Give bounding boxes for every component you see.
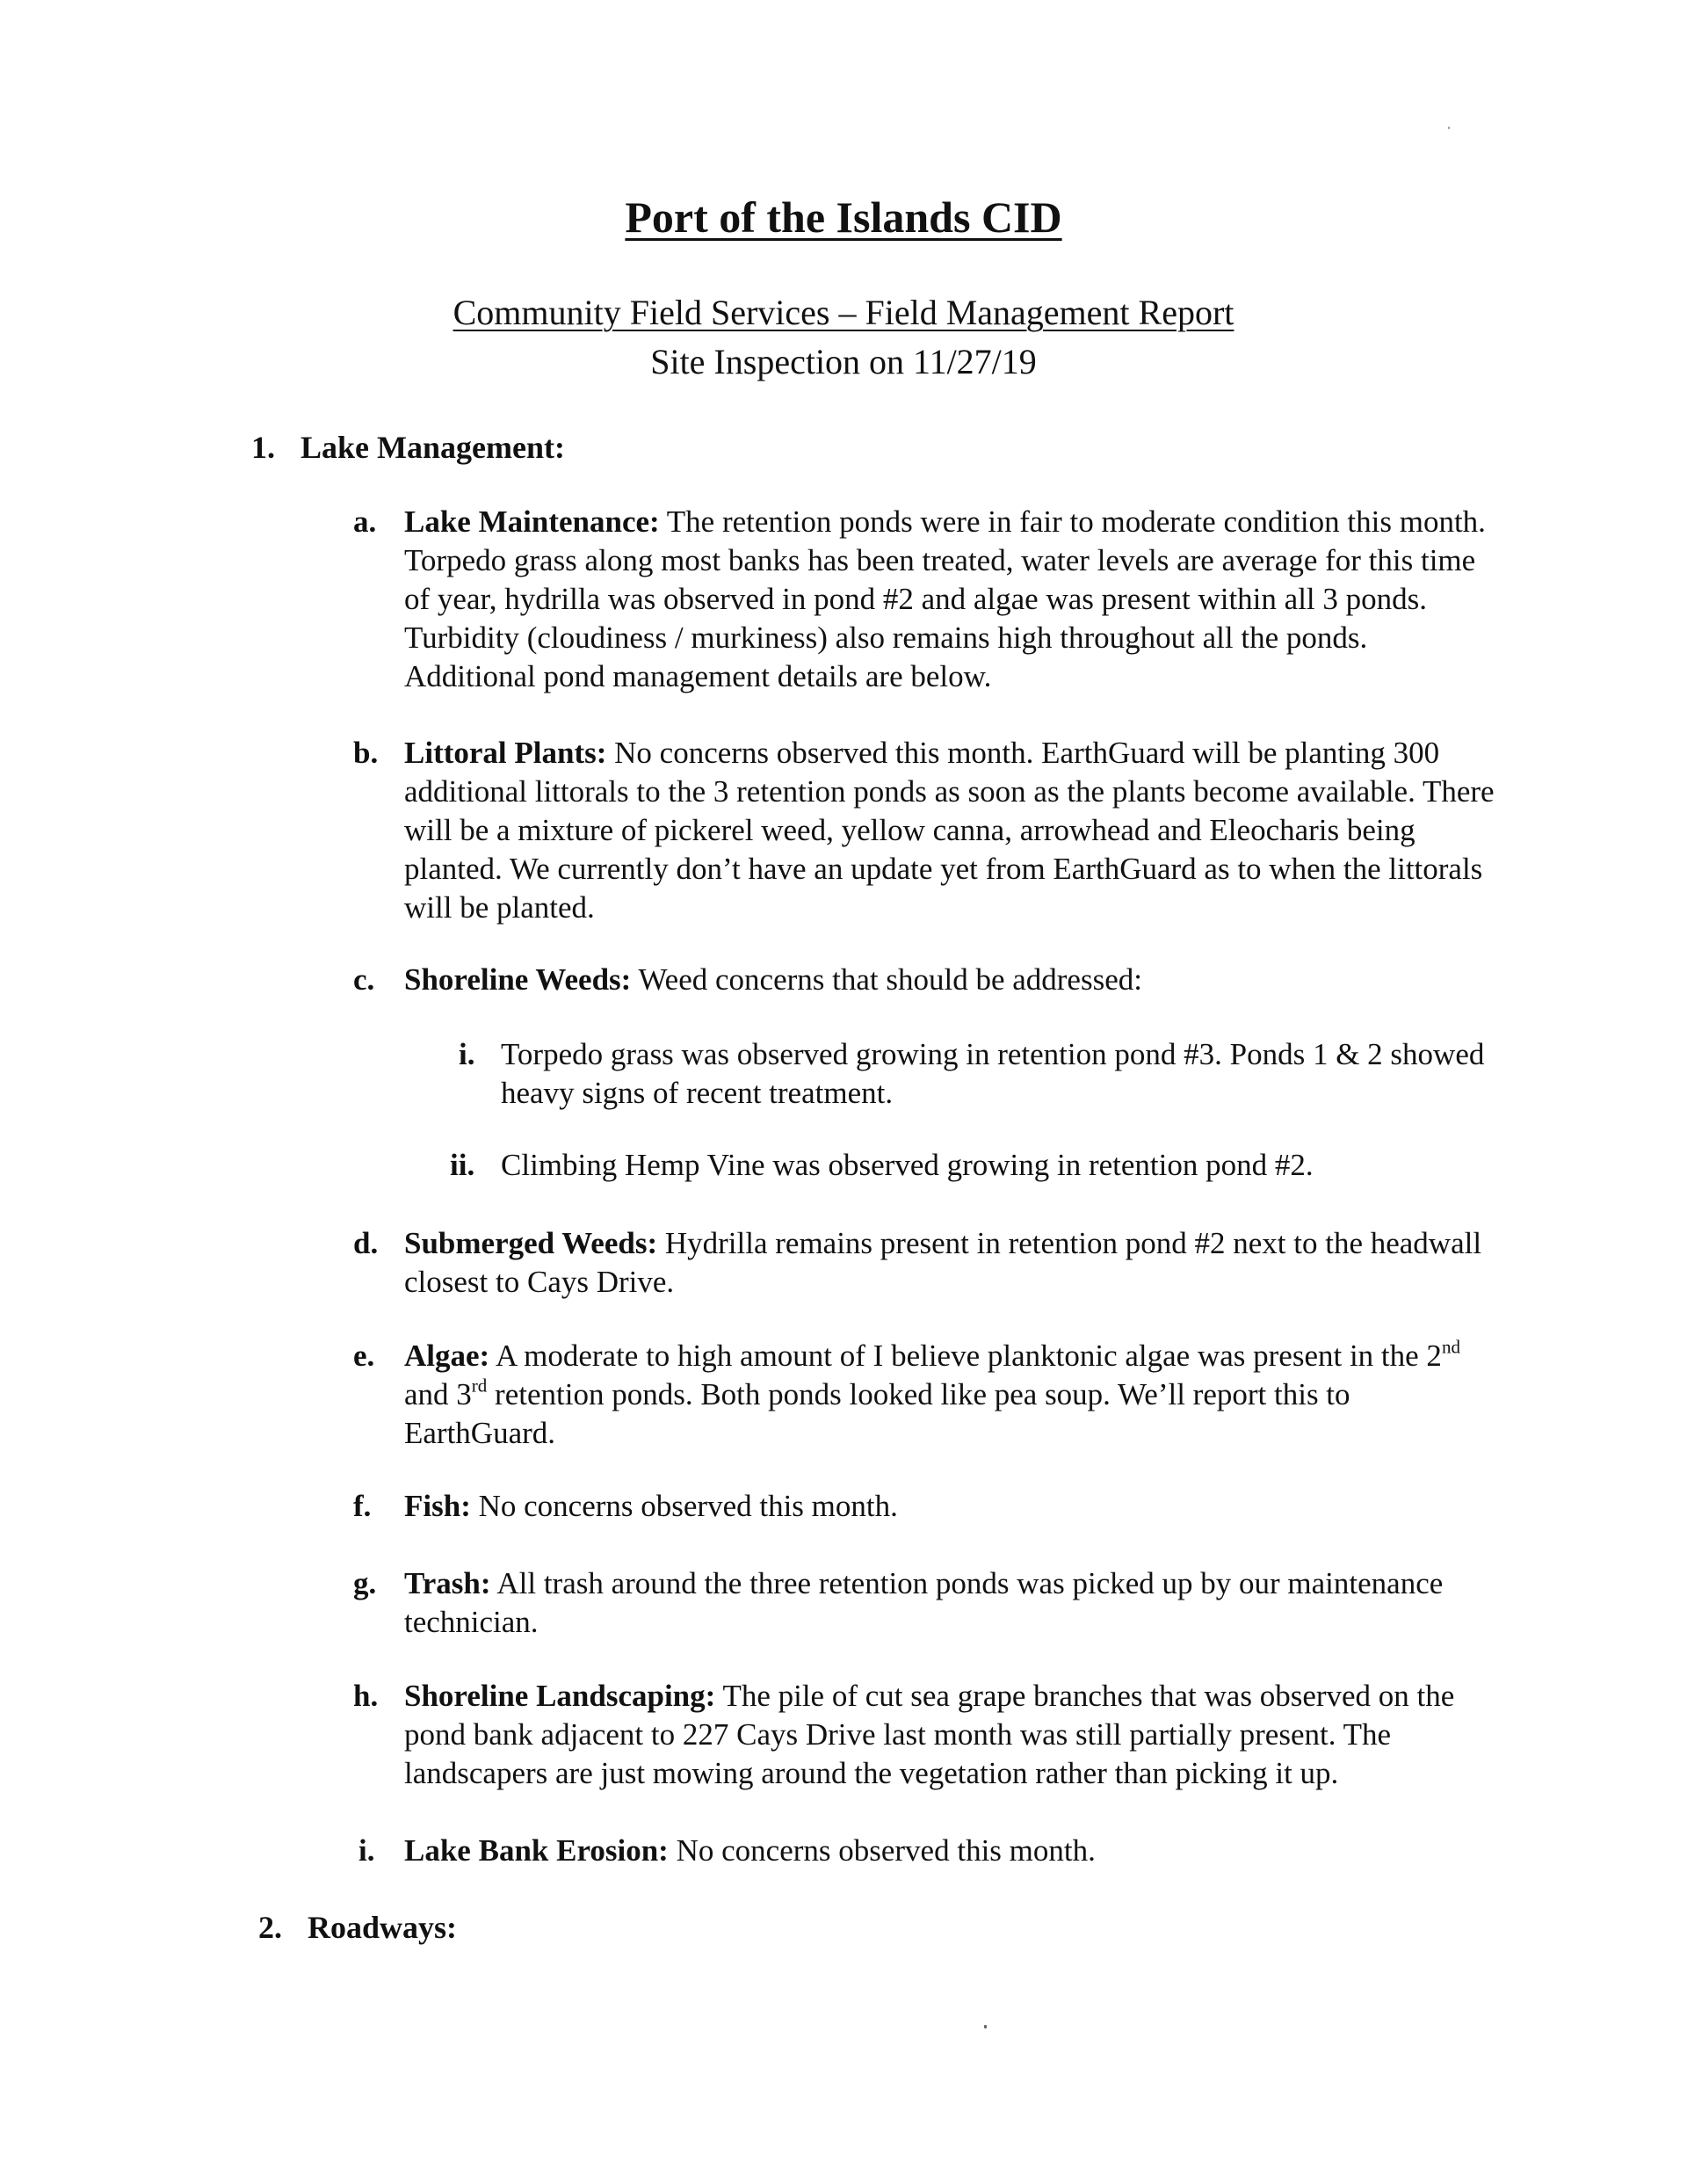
item-marker: c. <box>353 962 375 997</box>
item-marker: d. <box>353 1226 379 1260</box>
item-marker: h. <box>353 1679 379 1713</box>
item-lake-maintenance <box>353 503 1495 696</box>
document-subtitle <box>0 288 1687 387</box>
section-heading: Roadways: <box>308 1910 458 1945</box>
item-text: No concerns observed this month. EarthGuard will be planting 300 additional littorals to the 3 retention ponds as soon as the plants become available. There will be a mixture of pickerel weed, yellow canna, arrowhead and Eleocharis being planted. We currently don’t have an update yet from EarthGuard as to when the littorals will be planted. <box>404 736 1495 925</box>
item-text: retention ponds. Both ponds looked like pea soup. We’ll report this to EarthGuard. <box>404 1377 1350 1450</box>
item-label: Lake Maintenance: <box>404 504 660 539</box>
item-text: No concerns observed this month. <box>676 1833 1096 1868</box>
subitem-text: Climbing Hemp Vine was observed growing in retention pond #2. <box>501 1148 1314 1182</box>
item-marker: e. <box>353 1339 375 1373</box>
item-text: Weed concerns that should be addressed: <box>638 962 1142 997</box>
item-fish <box>353 1487 1495 1526</box>
item-shoreline-weeds <box>353 961 1495 999</box>
item-marker: b. <box>353 736 379 770</box>
item-label: Submerged Weeds: <box>404 1226 658 1260</box>
superscript-nd: nd <box>1441 1336 1460 1358</box>
item-text: No concerns observed this month. <box>478 1489 898 1523</box>
section-heading: Lake Management: <box>300 430 565 465</box>
item-text: All trash around the three retention ponds was picked up by our maintenance technician. <box>404 1566 1444 1639</box>
scan-speck <box>984 2025 987 2028</box>
section-number: 1. <box>251 430 275 465</box>
item-marker: i. <box>358 1833 375 1868</box>
report-name: Community Field Services – Field Management Report <box>453 293 1234 332</box>
section-number: 2. <box>258 1910 282 1945</box>
item-text: A moderate to high amount of I believe planktonic algae was present in the 2 <box>496 1339 1442 1373</box>
subitem-text: Torpedo grass was observed growing in retention pond #3. Ponds 1 & 2 showed heavy signs of recent treatment. <box>501 1037 1485 1110</box>
subitem-climbing-hemp-vine <box>450 1146 1495 1185</box>
item-text: and 3 <box>404 1377 472 1411</box>
item-label: Fish: <box>404 1489 471 1523</box>
item-text: The retention ponds were in fair to moderate condition this month. Torpedo grass along most banks has been treated, water levels are average for this time of year, hydrilla was observed in pond #2 and algae was present within all 3 ponds. Turbidity (cloudiness / murkiness) also remains high throughout all the ponds. Additional pond management details are below. <box>404 504 1486 693</box>
section-lake-management <box>251 429 565 466</box>
superscript-rd: rd <box>471 1375 488 1397</box>
subitem-marker: ii. <box>450 1148 475 1182</box>
item-shoreline-landscaping <box>353 1677 1495 1793</box>
item-littoral-plants <box>353 734 1495 927</box>
item-label: Shoreline Weeds: <box>404 962 632 997</box>
document-title: Port of the Islands CID <box>625 192 1062 242</box>
subitem-marker: i. <box>459 1037 475 1071</box>
subitem-torpedo-grass <box>450 1035 1495 1113</box>
inspection-date: Site Inspection on 11/27/19 <box>650 342 1037 381</box>
item-algae <box>353 1337 1495 1453</box>
item-label: Littoral Plants: <box>404 736 607 770</box>
item-marker: a. <box>353 504 377 539</box>
item-label: Algae: <box>404 1339 490 1373</box>
item-text: Hydrilla remains present in retention pond #2 next to the headwall closest to Cays Drive. <box>404 1226 1482 1299</box>
item-label: Trash: <box>404 1566 491 1600</box>
item-trash <box>353 1564 1495 1642</box>
item-label: Shoreline Landscaping: <box>404 1679 716 1713</box>
item-lake-bank-erosion <box>353 1832 1495 1870</box>
item-marker: f. <box>353 1489 372 1523</box>
scan-speck <box>1448 127 1450 129</box>
item-label: Lake Bank Erosion: <box>404 1833 669 1868</box>
item-text: The pile of cut sea grape branches that was observed on the pond bank adjacent to 227 Cays Drive last month was still partially present. The landscapers are just mowing around the vegetation rather than picking it up. <box>404 1679 1455 1790</box>
item-marker: g. <box>353 1566 377 1600</box>
section-roadways <box>258 1909 457 1946</box>
item-submerged-weeds <box>353 1224 1495 1302</box>
